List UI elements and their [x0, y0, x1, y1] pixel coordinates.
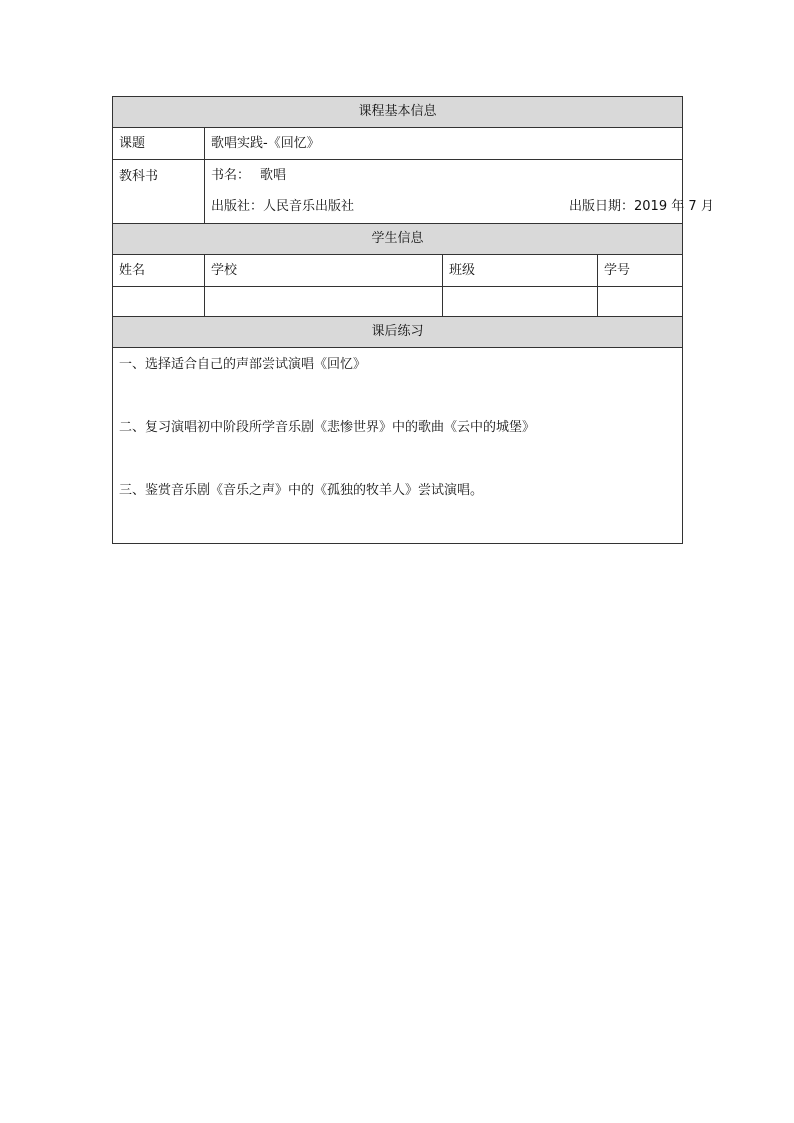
publisher-label: 出版社：: [211, 199, 264, 214]
book-name-label: 书名：: [211, 168, 251, 183]
student-id-blank-cell[interactable]: [598, 287, 683, 317]
book-name-value: 歌唱: [260, 168, 287, 183]
homework-item: 一、选择适合自己的声部尝试演唱《回忆》: [119, 357, 367, 372]
school-blank-cell[interactable]: [205, 287, 443, 317]
homework-item: 二、复习演唱初中阶段所学音乐剧《悲惨世界》中的歌曲《云中的城堡》: [119, 420, 536, 435]
student-blank-row: [113, 287, 683, 317]
textbook-row: [113, 160, 683, 224]
topic-label: 课题: [113, 128, 205, 160]
pub-date-label: 出版日期：: [569, 199, 635, 214]
homework-header-row: [113, 317, 683, 348]
student-header-row: [113, 255, 683, 287]
course-info-section-title: 课程基本信息: [113, 97, 683, 128]
book-name-line: [211, 169, 676, 191]
homework-section-title: 课后练习: [113, 317, 683, 348]
publisher-line: [211, 191, 714, 222]
topic-row: [113, 128, 683, 160]
pub-month: 7: [688, 199, 697, 214]
name-blank-cell[interactable]: [113, 287, 205, 317]
month-unit: 月: [700, 199, 714, 214]
student-info-section-title: 学生信息: [113, 224, 683, 255]
homework-row: [113, 348, 683, 544]
publisher-value: 人民音乐出版社: [263, 199, 355, 214]
homework-items: [113, 348, 683, 544]
pub-year: 2019: [634, 199, 668, 214]
lesson-info-table: [112, 96, 714, 544]
school-label: 学校: [205, 255, 443, 287]
publication-date: [569, 191, 714, 222]
name-label: 姓名: [113, 255, 205, 287]
class-blank-cell[interactable]: [443, 287, 598, 317]
topic-value: 歌唱实践-《回忆》: [205, 128, 683, 160]
year-unit: 年: [671, 199, 685, 214]
student-id-label: 学号: [598, 255, 683, 287]
course-info-header-row: [113, 97, 683, 128]
textbook-label: 教科书: [113, 160, 205, 224]
textbook-details: [205, 160, 714, 224]
class-label: 班级: [443, 255, 598, 287]
student-info-header-row: [113, 224, 683, 255]
homework-item: 三、鉴赏音乐剧《音乐之声》中的《孤独的牧羊人》尝试演唱。: [119, 483, 484, 498]
